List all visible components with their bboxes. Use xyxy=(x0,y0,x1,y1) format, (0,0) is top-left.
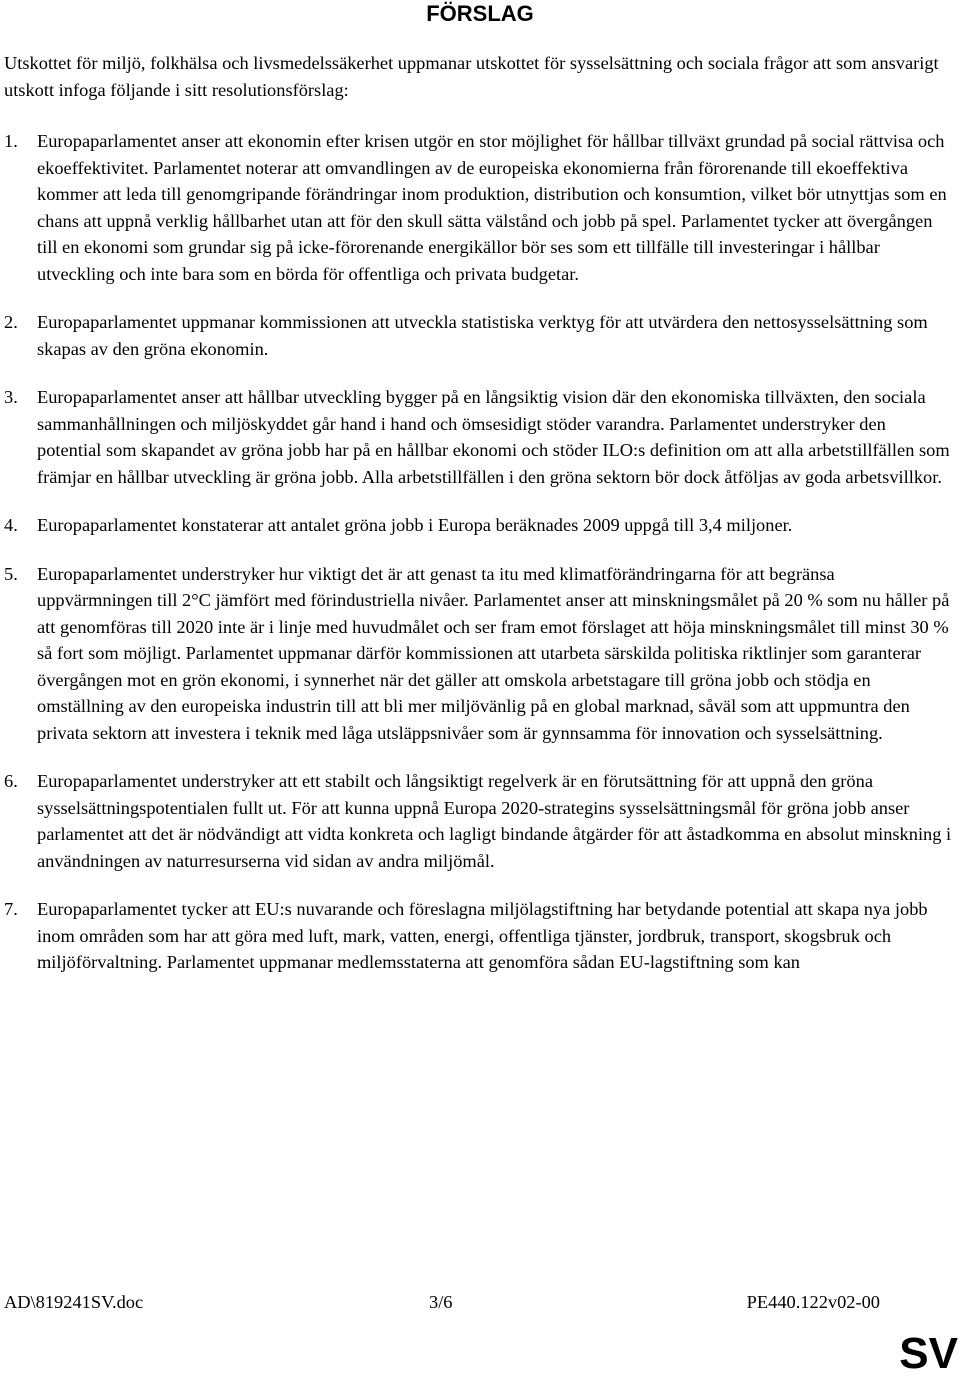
item-text: Europaparlamentet understryker att ett stabilt och långsiktigt regelverk är en förutsättning för att uppnå den gröna sysselsättningspotentialen fullt ut. För att kunna uppnå Europa 2020-strategins sysselsättningsmål för gröna jobb anser parlamentet att det är nödvändigt att vidta konkreta och lagligt bindande åtgärder för att åstadkomma en absolut minskning i användningen av naturresurserna vid sidan av andra miljömål. xyxy=(37,771,952,871)
item-number: 1. xyxy=(4,131,18,151)
proposal-item-5 xyxy=(4,561,954,747)
item-text: Europaparlamentet uppmanar kommissionen att utveckla statistiska verktyg för att utvärdera den nettosysselsättning som skapas av den gröna ekonomin. xyxy=(37,312,928,359)
proposal-item-4 xyxy=(4,512,954,539)
item-number: 5. xyxy=(4,563,18,584)
item-text: Europaparlamentet konstaterar att antalet gröna jobb i Europa beräknades 2009 uppgå till 3,4 miljoner. xyxy=(37,515,793,535)
proposal-item-7 xyxy=(4,896,954,976)
item-number: 3. xyxy=(4,387,18,407)
proposal-item-2 xyxy=(4,309,954,362)
proposal-list xyxy=(4,128,954,998)
doc-reference: AD\819241SV.doc xyxy=(4,1292,144,1312)
item-number: 4. xyxy=(4,515,18,535)
intro-paragraph: Utskottet för miljö, folkhälsa och livsmedelssäkerhet uppmanar utskottet för sysselsättning och sociala frågor att som ansvarigt utskott infoga följande i sitt resolutionsförslag: xyxy=(4,53,939,100)
language-code: SV xyxy=(899,1329,958,1378)
item-number: 6. xyxy=(4,771,18,791)
page-number: 3/6 xyxy=(429,1292,453,1312)
document-heading: FÖRSLAG xyxy=(426,1,534,26)
proposal-item-1 xyxy=(4,128,954,287)
proposal-item-6 xyxy=(4,768,954,874)
item-text: Europaparlamentet understryker hur viktigt det är att genast ta itu med klimatförändringarna för att begränsa uppvärmningen till 2°C jämfört med förindustriella nivåer. Parlamentet anser att minskningsmålet på 20 % som nu håller på att genomföras till 2020 inte är i linje med huvudmålet och ser fram emot förslaget att höja minskningsmålet till minst 30 % så fort som möjligt. Parlamentet uppmanar därför kommissionen att utarbeta särskilda politiska riktlinjer som garanterar övergången mot en grön ekonomi, i synnerhet när det gäller att omskola arbetstagare till gröna jobb och stödja en omställning av den europeiska industrin till att bli mer miljövänlig på en global marknad, såväl som att uppmuntra den privata sektorn att investera i teknik med låga utsläppsnivåer som är gynnsamma för innovation och sysselsättning. xyxy=(37,563,950,743)
proposal-item-3 xyxy=(4,384,954,490)
page-footer xyxy=(4,1289,880,1315)
item-text: Europaparlamentet anser att ekonomin efter krisen utgör en stor möjlighet för hållbar tillväxt grundad på social rättvisa och ekoeffektivitet. Parlamentet noterar att omvandlingen av de europeiska ekonomierna från förorenande till ekoeffektiva kommer att leda till genomgripande förändringar inom produktion, distribution och konsumtion, vilket bör utnyttjas som en chans att uppnå verklig hållbarhet utan att för den skull sätta välstånd och jobb på spel. Parlamentet tycker att övergången till en ekonomi som grundar sig på icke-förorenande energikällor bör ses som ett tillfälle till investeringar i hållbar utveckling och inte bara som en börda för offentliga och privata budgetar. xyxy=(37,131,947,284)
item-number: 2. xyxy=(4,312,18,332)
item-text: Europaparlamentet tycker att EU:s nuvarande och föreslagna miljölagstiftning har betydande potential att skapa nya jobb inom områden som har att göra med luft, mark, vatten, energi, offentliga tjänster, jordbruk, transport, skogsbruk och miljöförvaltning. Parlamentet uppmanar medlemsstaterna att genomföra sådan EU-lagstiftning som kan xyxy=(37,899,928,972)
item-text: Europaparlamentet anser att hållbar utveckling bygger på en långsiktig vision där den ekonomiska tillväxten, den sociala sammanhållningen och miljöskyddet går hand i hand och ömsesidigt stöder varandra. Parlamentet understryker den potential som skapandet av gröna jobb har på en hållbar ekonomi och stöder ILO:s definition om att alla arbetstillfällen som främjar en hållbar utveckling är gröna jobb. Alla arbetstillfällen i den gröna sektorn bör dock åtföljas av goda arbetsvillkor. xyxy=(37,387,950,487)
item-number: 7. xyxy=(4,899,18,919)
pe-reference: PE440.122v02-00 xyxy=(746,1292,880,1312)
